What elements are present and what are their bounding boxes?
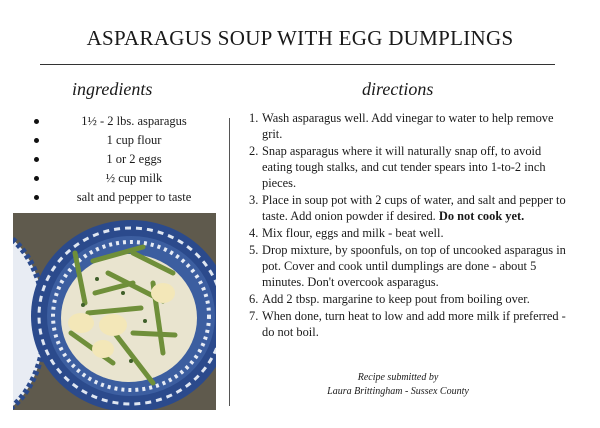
- step-text: When done, turn heat to low and add more milk if preferred - do not boil.: [262, 309, 566, 339]
- bullet-icon: [34, 157, 39, 162]
- bullet-icon: [34, 138, 39, 143]
- step-text: Snap asparagus where it will naturally snap off, to avoid eating tough stalks, and cut tender spears into 1-to-2 inch pieces.: [262, 144, 546, 190]
- ingredient-text: 1 or 2 eggs: [106, 152, 162, 166]
- step-emphasis: Do not cook yet.: [438, 209, 525, 223]
- recipe-title: ASPARAGUS SOUP WITH EGG DUMPLINGS: [86, 26, 514, 50]
- direction-step: [249, 110, 569, 142]
- soup-photo: [13, 213, 216, 410]
- direction-step: [249, 308, 569, 340]
- credit-line: Recipe submitted by: [357, 372, 439, 383]
- credit-author: Laura Brittingham - Sussex County: [327, 386, 469, 397]
- direction-step: [249, 143, 569, 191]
- ingredients-heading: ingredients: [72, 79, 153, 99]
- ingredient-text: ½ cup milk: [105, 171, 163, 185]
- ingredient-text: 1½ - 2 lbs. asparagus: [81, 114, 187, 128]
- ingredient-item: [30, 150, 216, 169]
- step-number: 5.: [249, 243, 259, 257]
- bullet-icon: [34, 195, 39, 200]
- soup-bowl-illustration: [13, 213, 216, 410]
- ingredient-text: salt and pepper to taste: [76, 190, 192, 204]
- step-number: 3.: [249, 193, 259, 207]
- step-number: 7.: [249, 309, 259, 323]
- ingredient-item: [30, 188, 216, 207]
- ingredient-item: [30, 169, 216, 188]
- step-number: 4.: [249, 226, 259, 240]
- direction-step: [249, 291, 569, 307]
- ingredient-text: 1 cup flour: [106, 133, 162, 147]
- column-divider: [229, 118, 230, 406]
- step-text: Drop mixture, by spoonfuls, on top of uncooked asparagus in pot. Cover and cook until dumplings are done - about 5 minutes. Don't overcook asparagus.: [262, 243, 566, 289]
- title-underline: [40, 64, 555, 65]
- directions-list: [249, 110, 569, 341]
- ingredient-item: [30, 131, 216, 150]
- ingredients-list: [30, 112, 216, 207]
- step-text: Add 2 tbsp. margarine to keep pout from boiling over.: [262, 292, 530, 306]
- bullet-icon: [34, 176, 39, 181]
- step-number: 6.: [249, 292, 259, 306]
- direction-step: [249, 192, 569, 224]
- step-text: Wash asparagus well. Add vinegar to water to help remove grit.: [262, 111, 554, 141]
- step-number: 1.: [249, 111, 259, 125]
- step-number: 2.: [249, 144, 259, 158]
- directions-heading: directions: [362, 79, 434, 99]
- direction-step: [249, 225, 569, 241]
- direction-step: [249, 242, 569, 290]
- step-text: Mix flour, eggs and milk - beat well.: [262, 226, 444, 240]
- step-text: Place in soup pot with 2 cups of water, and salt and pepper to taste. Add onion powder if desired.: [262, 193, 566, 223]
- bullet-icon: [34, 119, 39, 124]
- ingredient-item: [30, 112, 216, 131]
- recipe-credit: [298, 371, 498, 399]
